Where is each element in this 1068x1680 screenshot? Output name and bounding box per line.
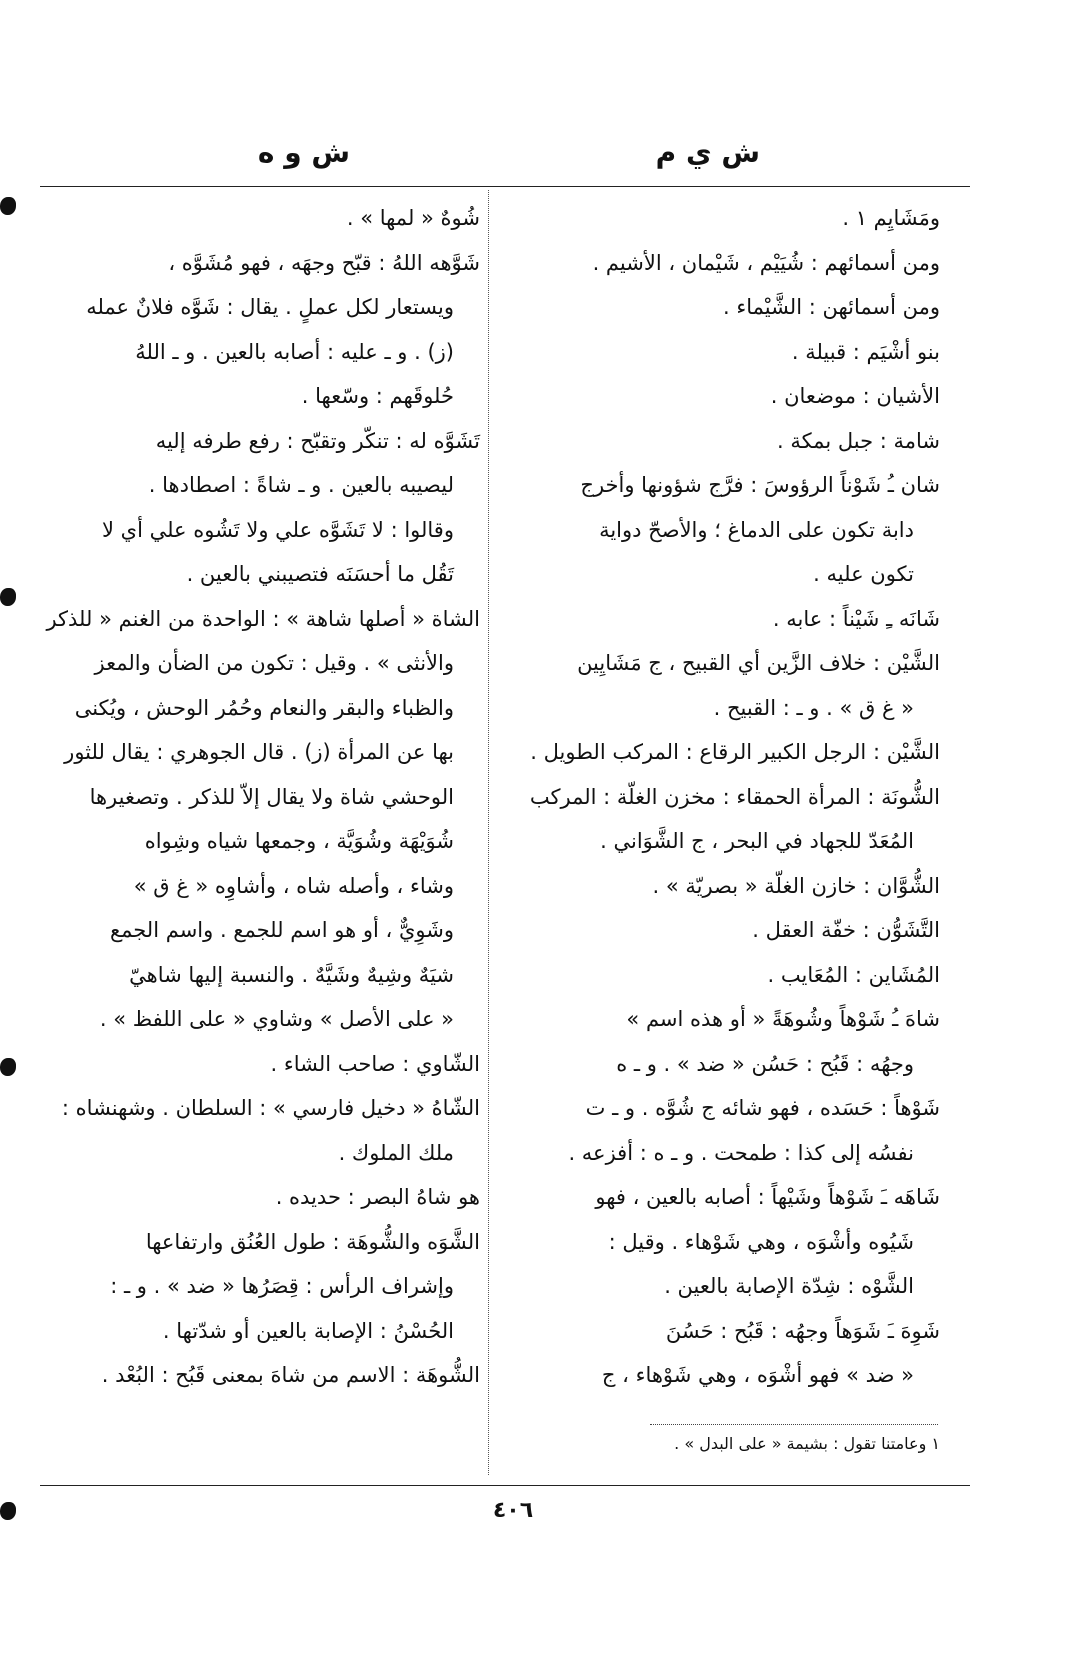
entry-line: الشاة « أصلها شاهة » : الواحدة من الغنم « للذكر <box>46 606 480 631</box>
entry-line: ملك الملوك . <box>338 1140 454 1165</box>
binding-hole-mark <box>0 588 16 606</box>
entry-line: حُلوقَهم : وسّعها . <box>301 384 454 408</box>
footnote: ١ وعامتنا تقول : بشيمة « على البدل » . <box>674 1434 940 1453</box>
entry-line: الأشيان : موضعان . <box>770 384 940 408</box>
entry-line: شيَهٌ وشِيهٌ وشَيَّهٌ . والنسبة إليها شاهيّ <box>129 962 454 987</box>
entry-line: المُشَاين : المُعَايب . <box>767 962 940 987</box>
entry-line: التَّشَوُّن : خفّة العقل . <box>752 918 940 942</box>
binding-hole-mark <box>0 1502 16 1520</box>
entry-line: ويستعار لكل عملٍ . يقال : شَوَّه فلانٌ عمله <box>86 295 454 319</box>
entry-line: شَيُوه وأشْوَه ، وهي شَوْهاء . وقيل : <box>608 1229 914 1254</box>
entry-line: « على الأصل » وشاوي « على اللفظ » . <box>99 1007 454 1031</box>
entry-line: شَاهَه ـَ شَوْهاً وشَيْهاً : أصابه بالعين ، فهو <box>595 1185 940 1209</box>
entry-line: دابة تكون على الدماغ ؛ والأصحّ دواية <box>599 517 914 542</box>
left-column <box>42 196 480 1398</box>
entry-line: الوحشي شاة ولا يقال إلاّ للذكر . وتصغيرها <box>89 784 454 809</box>
entry-line: تَقُل ما أحسَنَه فتصيبني بالعين . <box>186 562 454 586</box>
entry-line: الشُّوهَة : الاسم من شاهَ بمعنى قَبُح : البُعْد . <box>101 1363 480 1387</box>
page-number: ٤٠٦ <box>492 1498 534 1523</box>
entry-line: شَوِهَ ـَ شَوَهاً وجهُه : قَبُح : حَسُنَ <box>665 1318 940 1343</box>
entry-line: والأنثى » . وقيل : تكون من الضأن والمعز <box>94 651 454 675</box>
entry-line: تكون عليه . <box>813 562 914 586</box>
entry-line: الشُّوَّان : خازن الغلّة « بصريّة » . <box>652 873 940 898</box>
right-column <box>500 196 940 1398</box>
entry-line: شُوَيْهَة وشُوَيَّة ، وجمعها شياه وشِواه <box>144 829 454 853</box>
entry-line: وجهُه : قَبُح : حَسُن « ضد » . و ـ ه <box>616 1051 914 1076</box>
entry-line: الشّاوي : صاحب الشاء . <box>270 1051 480 1076</box>
binding-hole-mark <box>0 197 16 215</box>
entry-line: (ز) . و ـ عليه : أصابه بالعين . و ـ اللهُ <box>135 339 454 364</box>
column-divider <box>488 190 489 1475</box>
entry-line: ومَشَايِم ١ . <box>842 206 940 230</box>
entry-line: هو شاهُ البصر : حديده . <box>275 1185 480 1209</box>
entry-line: الشّاهُ « دخيل فارسي » : السلطان . وشهنشاه : <box>61 1096 480 1120</box>
entry-line: « ضد » فهو أشْوَه ، وهي شَوْهاء ، ج <box>601 1363 914 1387</box>
entry-line: المُعَدّ للجهاد في البحر ، ج الشَّوَاني . <box>600 829 914 853</box>
entry-line: الشَّيْن : خلاف الزَّين أي القبيح ، ج مَشَايِين <box>577 651 940 675</box>
entry-line: ليصيبه بالعين . و ـ شاةً : اصطادها . <box>148 473 454 497</box>
entry-line: وشَوِيٌّ ، أو هو اسم للجمع . واسم الجمع <box>109 918 454 942</box>
entry-line: شُوهٌ « لمها » . <box>346 206 480 230</box>
entry-line: الشَّوَه والشُّوهَة : طول العُنُق وارتفاعها <box>145 1229 480 1254</box>
entry-line: وشاء ، وأصله شاه ، وأشاوِه « غ ق » <box>133 873 454 898</box>
entry-line: شَوَّهه اللهُ : قبّح وجهَه ، فهو مُشَوَّه ، <box>168 250 480 275</box>
entry-line: تَشَوَّه له : تنكّر وتقبّح : رفع طرفه إليه <box>155 428 480 453</box>
entry-line: وقالوا : لا تَشَوَّه علي ولا تَشُوه علي أي لا <box>102 517 454 542</box>
running-head-right: ش ي م <box>655 136 760 169</box>
header-rule <box>40 186 970 187</box>
entry-line: الشُّونَة : المرأة الحمقاء : مخزن الغلّة : المركب <box>529 784 940 809</box>
entry-line: شاهَ ـُ شَوْهاً وشُوهَةً « أو هذه اسم » <box>626 1007 940 1031</box>
entry-line: « غ ق » . و ـ : القبيح . <box>713 695 914 720</box>
entry-line: الشَّيْن : الرجل الكبير الرقاع : المركب الطويل . <box>530 740 940 764</box>
entry-line: الحُسْنُ : الإصابة بالعين أو شدّتها . <box>162 1318 454 1343</box>
running-head-left: ش و ه <box>257 136 350 169</box>
footnote-rule <box>650 1424 938 1425</box>
entry-line: شَوْهاً : حَسَده ، فهو شائه ج شُوَّه . و ـ ت <box>585 1096 940 1120</box>
entry-line: والظباء والبقر والنعام وحُمُر الوحش ، ويُكنى <box>74 695 454 720</box>
entry-line: ومن أسمائهن : الشَّيْماء . <box>722 295 940 319</box>
binding-hole-mark <box>0 1058 16 1076</box>
entry-line: بها عن المرأة (ز) . قال الجوهري : يقال للثور <box>64 740 454 764</box>
entry-line: شَانَه ـِ شَيْناً : عابه . <box>772 606 940 631</box>
entry-line: شان ـُ شَوْناً الرؤوسَ : فرَّج شؤونها وأخرج <box>580 473 940 497</box>
entry-line: الشَّوْه : شِدّة الإصابة بالعين . <box>664 1274 914 1298</box>
footer-rule <box>40 1485 970 1486</box>
entry-line: شامة : جبل بمكة . <box>776 428 940 453</box>
entry-line: وإشراف الرأس : قِصَرُها « ضد » . و ـ : <box>110 1274 454 1298</box>
entry-line: ومن أسمائهم : شُيَيْم ، شَيْمان ، الأشيم . <box>592 250 940 275</box>
entry-line: نفسُه إلى كذا : طمحت . و ـ ه : أفزعه . <box>568 1140 914 1165</box>
entry-line: بنو أشْيَم : قبيلة . <box>791 339 940 364</box>
